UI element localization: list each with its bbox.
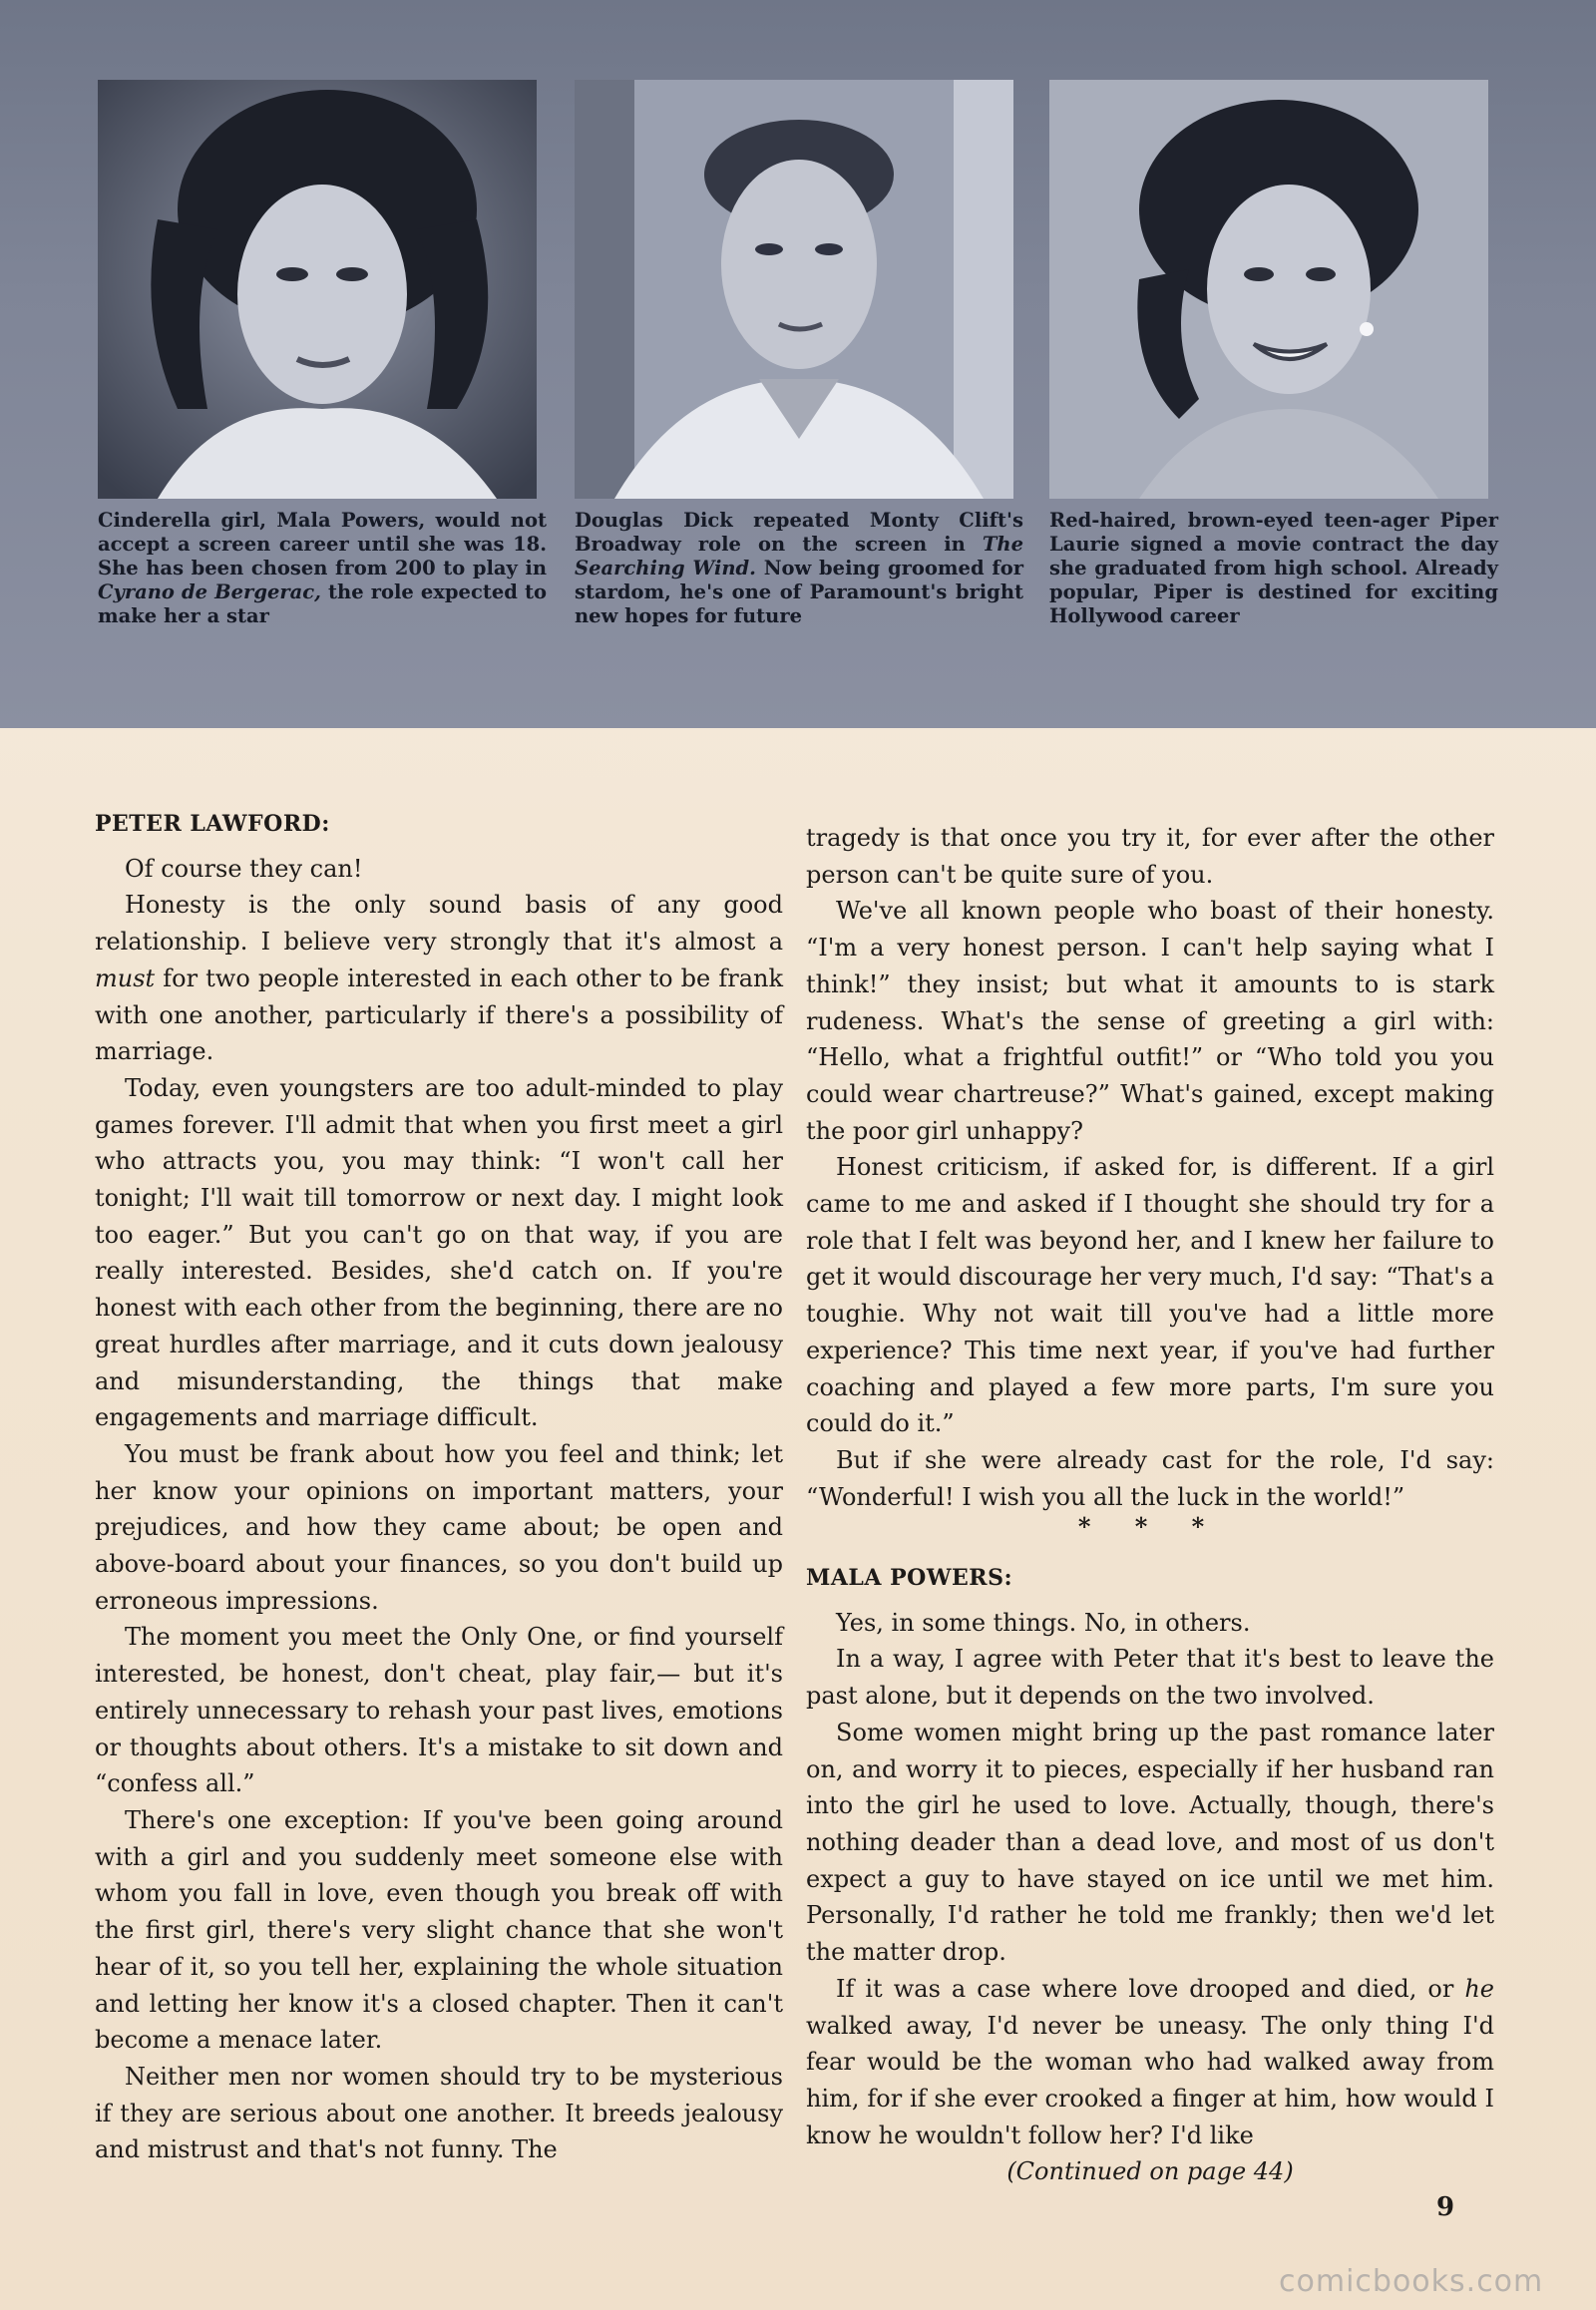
photo-column-1: [98, 80, 547, 628]
speaker-mala-powers: MALA POWERS:: [806, 1565, 1013, 1592]
caption-2: Douglas Dick repeated Monty Clift's Broadway role on the screen in The Searching Wind. Now being groomed for stardom, he's one of Paramount's bright new hopes for future: [575, 509, 1023, 627]
paragraph: tragedy is that once you try it, for ever after the other person can't be quite sure of you.: [806, 824, 1494, 889]
photo-column-3: [1049, 80, 1498, 628]
watermark: comicbooks.com: [1279, 2264, 1544, 2299]
paragraph: But if she were already cast for the role, I'd say: “Wonderful! I wish you all the luck in the world!”: [806, 1445, 1494, 1511]
photo-column-2: [575, 80, 1023, 628]
article-column-right: [806, 820, 1494, 2190]
portrait-photo-mala-powers: [98, 80, 537, 499]
paragraph: Some women might bring up the past romance later on, and worry it to pieces, especially if her husband ran into the girl he used to love. Actually, though, there's nothing deader than a dead love, and most of us don't expect a guy to have stayed on ice until we met him. Personally, I'd rather he told me frankly; then we'd let the matter drop.: [806, 1718, 1494, 1967]
continued-note: (Continued on page 44): [1006, 2157, 1294, 2186]
paragraph: Neither men nor women should try to be mysterious if they are serious about one another. It breeds jealousy and mistrust and that's not funny. The: [95, 2062, 783, 2164]
caption-3: Red-haired, brown-eyed teen-ager Piper Laurie signed a movie contract the day she graduated from high school. Already popular, Piper is destined for exciting Hollywood career: [1049, 509, 1498, 627]
paragraph: The moment you meet the Only One, or find yourself interested, be honest, don't cheat, play fair,— but it's entirely unnecessary to rehash your past lives, emotions or thoughts about others. It's a mistake to sit down and “confess all.”: [95, 1623, 783, 1798]
article-column-left: [95, 806, 783, 2168]
paragraph: If it was a case where love drooped and died, or he walked away, I'd never be uneasy. The only thing I'd fear would be the woman who had walked away from him, for if she ever crooked a finger at him, how would I know he wouldn't follow her? I'd like: [806, 1974, 1494, 2149]
paragraph: Of course they can!: [125, 854, 363, 883]
paragraph: Honest criticism, if asked for, is different. If a girl came to me and asked if I thought she should try for a role that I felt was beyond her, and I knew her failure to get it would discourage her very much, I'd say: “That's a toughie. Why not wait till you've had a little more experience? This time next year, if you've had further coaching and played a few more parts, I'm sure you could do it.”: [806, 1153, 1494, 1438]
caption-1: Cinderella girl, Mala Powers, would not accept a screen career until she was 18. She has been chosen from 200 to play in Cyrano de Bergerac, the role expected to make her a star: [98, 509, 547, 627]
paragraph: Today, even youngsters are too adult-minded to play games forever. I'll admit that when you first meet a girl who attracts you, you may think: “I won't call her tonight; I'll wait till tomorrow or next day. I might look too eager.” But you can't go on that way, if you are really interested. Besides, she'd catch on. If you're honest with each other from the beginning, there are no great hurdles after marriage, and it cuts down jealousy and misunderstanding, the things that make engagements and marriage difficult.: [95, 1073, 783, 1432]
page-number: 9: [1436, 2192, 1455, 2222]
section-divider: * * *: [1077, 1512, 1223, 1542]
paragraph: In a way, I agree with Peter that it's best to leave the past alone, but it depends on the two involved.: [806, 1645, 1494, 1711]
paragraph: You must be frank about how you feel and think; let her know your opinions on important matters, your prejudices, and how they came about; be open and above-board about your finances, so you don't build up erroneous impressions.: [95, 1439, 783, 1615]
speaker-peter-lawford: PETER LAWFORD:: [95, 811, 330, 837]
portrait-photo-douglas-dick: [575, 80, 1013, 499]
paragraph: Honesty is the only sound basis of any good relationship. I believe very strongly that it's almost a must for two people interested in each other to be frank with one another, particularly if there's a possibility of marriage.: [95, 891, 783, 1066]
paragraph: There's one exception: If you've been going around with a girl and you suddenly meet someone else with whom you fall in love, even though you break off with the first girl, there's very slight chance that she won't hear of it, so you tell her, explaining the whole situation and letting her know it's a closed chapter. Then it can't become a menace later.: [95, 1805, 783, 2055]
portrait-photo-piper-laurie: [1049, 80, 1488, 499]
paragraph: Yes, in some things. No, in others.: [836, 1608, 1251, 1637]
paragraph: We've all known people who boast of their honesty. “I'm a very honest person. I can't help saying what I think!” they insist; but what it amounts to is stark rudeness. What's the sense of greeting a girl with: “Hello, what a frightful outfit!” or “Who told you you could wear chartreuse?” What's gained, except making the poor girl unhappy?: [806, 897, 1494, 1145]
